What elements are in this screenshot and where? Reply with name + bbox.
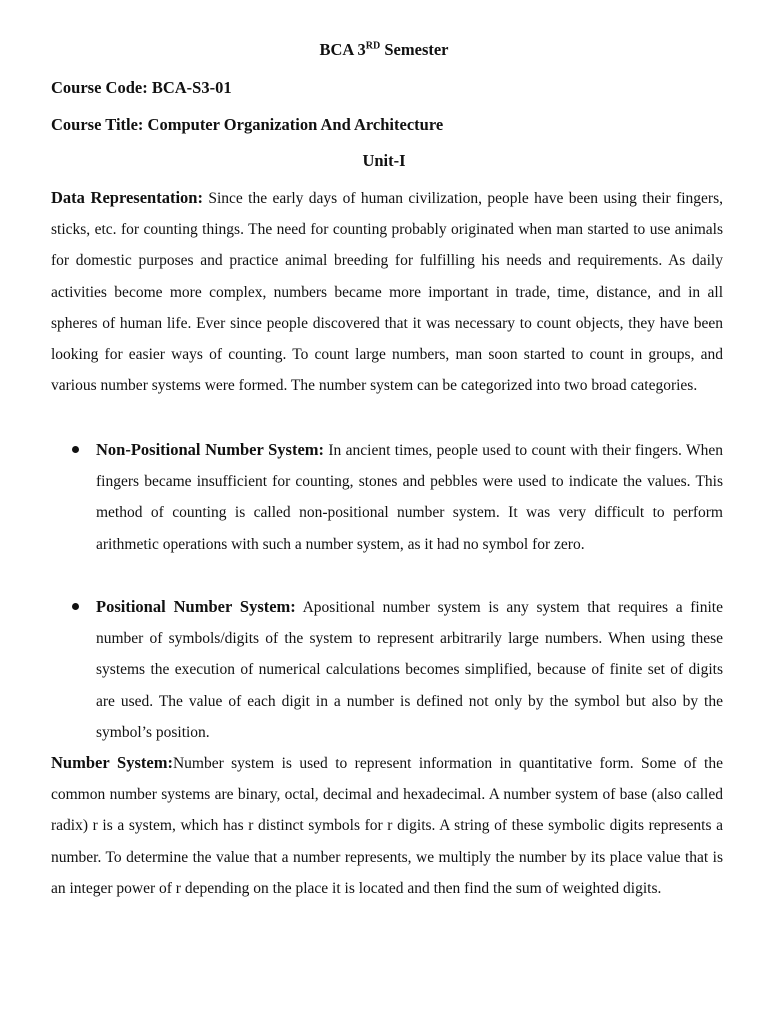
course-title: Course Title: Computer Organization And Architecture: [51, 115, 444, 134]
number-system-text: Number system is used to represent information in quantitative form. Some of the common number systems are binary, octal, decimal and hexadecimal. A number system of base (also called radix) r is a system, which has r distinct symbols for r digits. A string of these symbolic digits represents a number. To determine the value that a number represents, we multiply the number by its place value that is an integer power of r depending on the place it is located and then find the sum of weighted digits.: [51, 755, 723, 897]
non-positional-text: In ancient times, people used to count with their fingers. When fingers became insufficient for counting, stones and pebbles were used to indicate the values. This method of counting is called non-positional number system. It was very difficult to perform arithmetic operations with such a number system, as it had no symbol for zero.: [96, 442, 723, 553]
data-representation-heading: Data Representation:: [51, 188, 203, 207]
course-code: Course Code: BCA-S3-01: [51, 78, 232, 97]
non-positional-paragraph: [96, 434, 723, 560]
number-system-heading: Number System:: [51, 753, 173, 772]
semester-suffix: Semester: [380, 40, 449, 59]
positional-heading: Positional Number System:: [96, 597, 296, 616]
bullet-icon: [72, 603, 79, 610]
unit-heading: Unit-I: [362, 151, 406, 170]
number-system-paragraph: [51, 747, 723, 904]
bullet-icon: [72, 446, 79, 453]
positional-paragraph: [96, 591, 723, 748]
semester-prefix: BCA 3: [319, 40, 366, 59]
semester-superscript: RD: [365, 40, 381, 52]
data-representation-text: Since the early days of human civilization, people have been using their fingers, sticks, etc. for counting things. The need for counting probably originated when man started to use animals for domestic purposes and practice animal breeding for fulfilling his needs and requirements. As daily activities become more complex, numbers became more important in trade, time, distance, and in all spheres of human life. Ever since people discovered that it was necessary to count objects, they have been looking for easier ways of counting. To count large numbers, man soon started to count in groups, and various number systems were formed. The number system can be categorized into two broad categories.: [51, 190, 723, 395]
positional-text: Apositional number system is any system that requires a finite number of symbols/digits of the system to represent arbitrarily large numbers. When using these systems the execution of numerical calculations becomes simplified, because of finite set of digits are used. The value of each digit in a number is defined not only by the symbol but also by the symbol’s position.: [96, 599, 723, 741]
non-positional-heading: Non-Positional Number System:: [96, 440, 325, 459]
semester-title: [0, 40, 768, 60]
data-representation-paragraph: [51, 182, 723, 401]
